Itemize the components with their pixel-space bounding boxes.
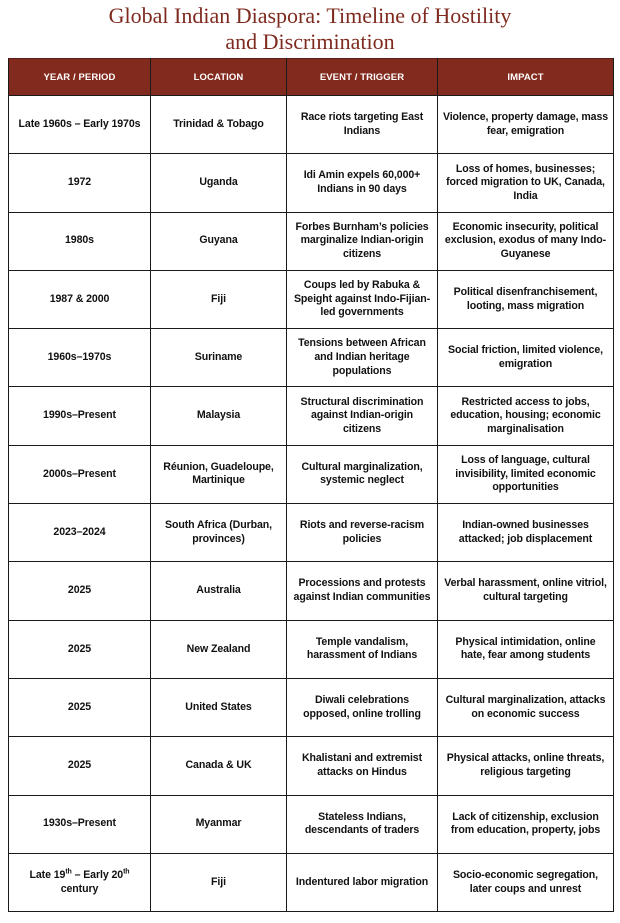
- table-row: [9, 96, 614, 154]
- cell-event: Idi Amin expels 60,000+ Indians in 90 days: [287, 154, 438, 212]
- cell-period: 2025: [9, 737, 151, 795]
- cell-period: 1960s–1970s: [9, 329, 151, 387]
- cell-impact: Physical intimidation, online hate, fear among students: [438, 620, 614, 678]
- cell-period: Late 1960s – Early 1970s: [9, 96, 151, 154]
- cell-period: 2025: [9, 620, 151, 678]
- cell-event: Riots and reverse-racism policies: [287, 504, 438, 562]
- cell-impact: Loss of language, cultural invisibility, limited economic opportunities: [438, 445, 614, 503]
- table-row: [9, 445, 614, 503]
- table-row: [9, 154, 614, 212]
- table-header: [9, 59, 614, 96]
- cell-location: Myanmar: [151, 795, 287, 853]
- cell-event: Diwali celebrations opposed, online trolling: [287, 678, 438, 736]
- period-part-a: Late 19: [29, 868, 66, 881]
- period-part-c: century: [60, 882, 99, 895]
- cell-event: Processions and protests against Indian communities: [287, 562, 438, 620]
- cell-impact: Loss of homes, businesses; forced migration to UK, Canada, India: [438, 154, 614, 212]
- cell-event: Khalistani and extremist attacks on Hindus: [287, 737, 438, 795]
- cell-location: New Zealand: [151, 620, 287, 678]
- cell-period: 2000s–Present: [9, 445, 151, 503]
- cell-event: Coups led by Rabuka & Speight against Indo-Fijian-led governments: [287, 270, 438, 328]
- cell-event: Structural discrimination against Indian-origin citizens: [287, 387, 438, 445]
- cell-period: 1987 & 2000: [9, 270, 151, 328]
- table-row: [9, 504, 614, 562]
- table-row: [9, 678, 614, 736]
- cell-location: Fiji: [151, 853, 287, 911]
- cell-impact: Social friction, limited violence, emigration: [438, 329, 614, 387]
- cell-period: 1980s: [9, 212, 151, 270]
- table-row: [9, 737, 614, 795]
- table-row: [9, 853, 614, 911]
- table-row: [9, 270, 614, 328]
- header-year-period: YEAR / PERIOD: [9, 59, 151, 96]
- table-row: [9, 329, 614, 387]
- table-row: [9, 212, 614, 270]
- cell-impact: Economic insecurity, political exclusion, exodus of many Indo-Guyanese: [438, 212, 614, 270]
- cell-period: 1990s–Present: [9, 387, 151, 445]
- cell-location: South Africa (Durban, provinces): [151, 504, 287, 562]
- cell-location: United States: [151, 678, 287, 736]
- page-title: [0, 3, 620, 55]
- cell-impact: Violence, property damage, mass fear, emigration: [438, 96, 614, 154]
- cell-location: Canada & UK: [151, 737, 287, 795]
- period-part-b: – Early 20: [71, 868, 124, 881]
- cell-location: Guyana: [151, 212, 287, 270]
- header-row: [9, 59, 614, 96]
- cell-event: Indentured labor migration: [287, 853, 438, 911]
- cell-impact: Cultural marginalization, attacks on economic success: [438, 678, 614, 736]
- cell-event: Cultural marginalization, systemic neglect: [287, 445, 438, 503]
- cell-period: [9, 853, 151, 911]
- cell-impact: Lack of citizenship, exclusion from education, property, jobs: [438, 795, 614, 853]
- cell-location: Trinidad & Tobago: [151, 96, 287, 154]
- cell-location: Fiji: [151, 270, 287, 328]
- cell-event: Tensions between African and Indian heritage populations: [287, 329, 438, 387]
- cell-location: Australia: [151, 562, 287, 620]
- cell-impact: Restricted access to jobs, education, housing; economic marginalisation: [438, 387, 614, 445]
- cell-event: Stateless Indians, descendants of traders: [287, 795, 438, 853]
- cell-period: 2023–2024: [9, 504, 151, 562]
- cell-impact: Socio-economic segregation, later coups and unrest: [438, 853, 614, 911]
- cell-impact: Physical attacks, online threats, religious targeting: [438, 737, 614, 795]
- table-row: [9, 562, 614, 620]
- cell-period: 1930s–Present: [9, 795, 151, 853]
- cell-impact: Indian-owned businesses attacked; job displacement: [438, 504, 614, 562]
- cell-location: Malaysia: [151, 387, 287, 445]
- cell-location: Uganda: [151, 154, 287, 212]
- table-row: [9, 795, 614, 853]
- title-line-2: and Discrimination: [225, 29, 395, 54]
- table-row: [9, 620, 614, 678]
- cell-period: 2025: [9, 678, 151, 736]
- cell-impact: Political disenfranchisement, looting, mass migration: [438, 270, 614, 328]
- title-line-1: Global Indian Diaspora: Timeline of Hostility: [108, 3, 512, 28]
- period-sup-b: th: [123, 868, 130, 876]
- cell-event: Temple vandalism, harassment of Indians: [287, 620, 438, 678]
- cell-period: 1972: [9, 154, 151, 212]
- cell-period: 2025: [9, 562, 151, 620]
- header-event-trigger: EVENT / TRIGGER: [287, 59, 438, 96]
- cell-location: Suriname: [151, 329, 287, 387]
- header-impact: IMPACT: [438, 59, 614, 96]
- timeline-table: [8, 58, 614, 912]
- cell-event: Forbes Burnham’s policies marginalize Indian-origin citizens: [287, 212, 438, 270]
- period-sup-a: th: [65, 868, 72, 876]
- header-location: LOCATION: [151, 59, 287, 96]
- table-body: [9, 96, 614, 912]
- cell-location: Réunion, Guadeloupe, Martinique: [151, 445, 287, 503]
- cell-event: Race riots targeting East Indians: [287, 96, 438, 154]
- cell-impact: Verbal harassment, online vitriol, cultural targeting: [438, 562, 614, 620]
- table-row: [9, 387, 614, 445]
